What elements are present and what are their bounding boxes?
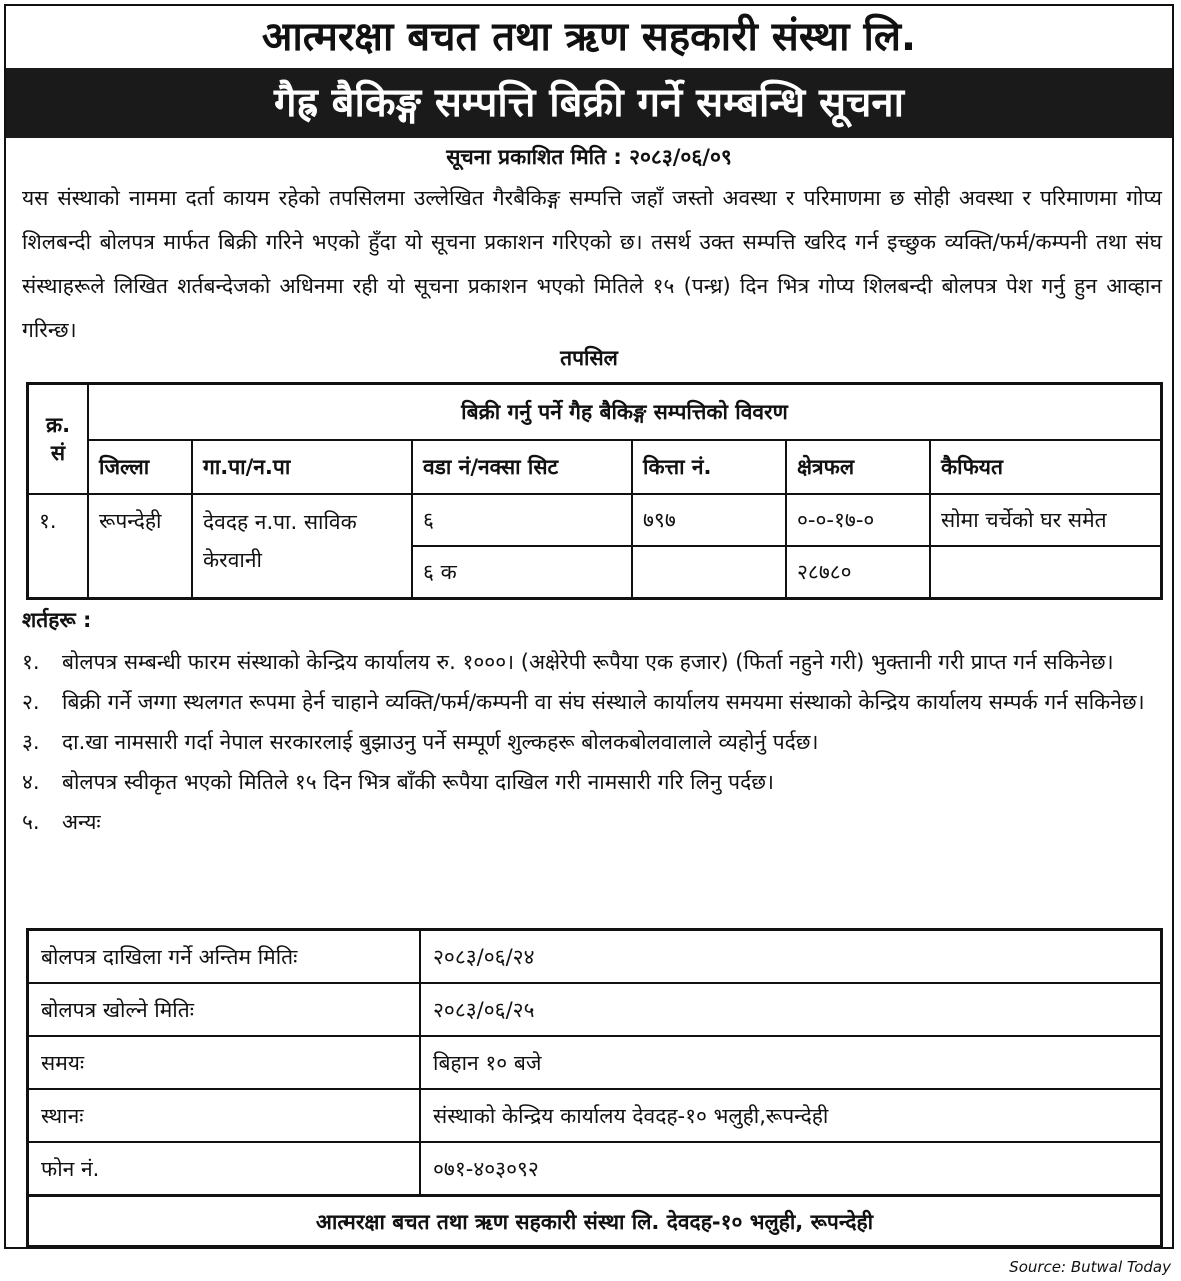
municipality-cell: देवदह न.पा. साविक केरवानी bbox=[192, 494, 412, 599]
district-header: जिल्ला bbox=[88, 440, 192, 494]
area-header: क्षेत्रफल bbox=[786, 440, 930, 494]
phone-value: ०७१-४०३०९२ bbox=[420, 1142, 1162, 1196]
district-cell: रूपन्देही bbox=[88, 494, 192, 599]
notice-frame bbox=[4, 4, 1174, 1249]
condition-text: बोलपत्र स्वीकृत भएको मितिले १५ दिन भित्र बाँकी रूपैया दाखिल गरी नामसारी गरि लिनु पर्दछ। bbox=[62, 770, 774, 794]
sn-header: क्र. सं bbox=[28, 384, 89, 495]
footer-address: आत्मरक्षा बचत तथा ऋण सहकारी संस्था लि. देवदह-१० भलुही, रूपन्देही bbox=[26, 1196, 1163, 1248]
kitta-header: कित्ता नं. bbox=[632, 440, 786, 494]
notice-title-banner: गैह्र बैकिङ्ग सम्पत्ति बिक्री गर्ने सम्बन्धि सूचना bbox=[6, 68, 1172, 138]
list-item bbox=[22, 722, 1162, 762]
remarks-header: कैफियत bbox=[930, 440, 1162, 494]
opening-value: २०८३/०६/२५ bbox=[420, 983, 1162, 1036]
place-value: संस्थाको केन्द्रिय कार्यालय देवदह-१० भलुही,रूपन्देही bbox=[420, 1089, 1162, 1142]
area-cell: ०-०-१७-० bbox=[786, 494, 930, 546]
remarks-cell bbox=[930, 546, 1162, 599]
conditions-list bbox=[22, 642, 1162, 842]
org-title: आत्मरक्षा बचत तथा ऋण सहकारी संस्था लि. bbox=[261, 14, 917, 60]
list-item bbox=[22, 802, 1162, 842]
time-label: समयः bbox=[28, 1036, 421, 1089]
condition-text: अन्यः bbox=[62, 810, 101, 834]
kitta-cell: ७९७ bbox=[632, 494, 786, 546]
source-credit: Source: Butwal Today bbox=[1009, 1258, 1171, 1276]
table-row bbox=[28, 1036, 1162, 1089]
remarks-cell: सोमा चर्चेको घर समेत bbox=[930, 494, 1162, 546]
table-row bbox=[28, 494, 1162, 546]
dates-table bbox=[26, 928, 1163, 1197]
deadline-label: बोलपत्र दाखिला गर्ने अन्तिम मितिः bbox=[28, 930, 421, 984]
area-cell: २८७८० bbox=[786, 546, 930, 599]
table-row bbox=[28, 1142, 1162, 1196]
list-item bbox=[22, 682, 1162, 722]
table-row bbox=[28, 983, 1162, 1036]
ward-cell: ६ क bbox=[412, 546, 632, 599]
list-item bbox=[22, 642, 1162, 682]
ward-cell: ६ bbox=[412, 494, 632, 546]
condition-number: ४. bbox=[22, 770, 40, 794]
list-item bbox=[22, 762, 1162, 802]
asset-details-header: बिक्री गर्नु पर्ने गैह बैकिङ्ग सम्पत्तिको विवरण bbox=[88, 384, 1162, 441]
phone-label: फोन नं. bbox=[28, 1142, 421, 1196]
condition-text: बोलपत्र सम्बन्धी फारम संस्थाको केन्द्रिय कार्यालय रु. १०००। (अक्षेरेपी रूपैया एक हजार) (फिर्ता नहुने गरी) भुक्तानी गरी प्राप्त गर्न सकिनेछ। bbox=[62, 650, 1114, 674]
condition-text: बिक्री गर्ने जग्गा स्थलगत रूपमा हेर्न चाहाने व्यक्ति/फर्म/कम्पनी वा संघ संस्थाले कार्यालय समयमा संस्थाको केन्द्रिय कार्यालय सम्पर्क गर्न सकिनेछ। bbox=[62, 690, 1145, 714]
municipality-header: गा.पा/न.पा bbox=[192, 440, 412, 494]
publication-date: सूचना प्रकाशित मिति : २०८३/०६/०९ bbox=[446, 145, 732, 169]
condition-number: २. bbox=[22, 690, 40, 714]
time-value: बिहान १० बजे bbox=[420, 1036, 1162, 1089]
condition-text: दा.खा नामसारी गर्दा नेपाल सरकारलाई बुझाउनु पर्ने सम्पूर्ण शुल्कहरू बोलकबोलवालाले व्यहोर्नु पर्दछ। bbox=[62, 730, 819, 754]
kitta-cell bbox=[632, 546, 786, 599]
ward-header: वडा नं/नक्सा सिट bbox=[412, 440, 632, 494]
deadline-value: २०८३/०६/२४ bbox=[420, 930, 1162, 984]
condition-number: ३. bbox=[22, 730, 40, 754]
condition-number: १. bbox=[22, 650, 40, 674]
table-row bbox=[28, 930, 1162, 984]
sn-cell: १. bbox=[28, 494, 89, 599]
tapasil-heading: तपसिल bbox=[560, 346, 618, 370]
asset-table bbox=[26, 382, 1163, 600]
conditions-heading: शर्तहरू : bbox=[22, 608, 92, 632]
condition-number: ५. bbox=[22, 810, 40, 834]
opening-label: बोलपत्र खोल्ने मितिः bbox=[28, 983, 421, 1036]
intro-paragraph: यस संस्थाको नाममा दर्ता कायम रहेको तपसिलमा उल्लेखित गैरबैकिङ्ग सम्पत्ति जहाँ जस्तो अवस्था र परिमाणमा छ सोही अवस्था र परिमाणमा गोप्य शिलबन्दी बोलपत्र मार्फत बिक्री गरिने भएको हुँदा यो सूचना प्रकाशन गरिएको छ। तसर्थ उक्त सम्पत्ति खरिद गर्न इच्छुक व्यक्ति/फर्म/कम्पनी तथा संघ संस्थाहरूले लिखित शर्तबन्देजको अधिनमा रही यो सूचना प्रकाशन भएको मितिले १५ (पन्ध्र) दिन भित्र गोप्य शिलबन्दी बोलपत्र पेश गर्नु हुन आव्हान गरिन्छ। bbox=[22, 186, 1162, 342]
place-label: स्थानः bbox=[28, 1089, 421, 1142]
table-row bbox=[28, 1089, 1162, 1142]
